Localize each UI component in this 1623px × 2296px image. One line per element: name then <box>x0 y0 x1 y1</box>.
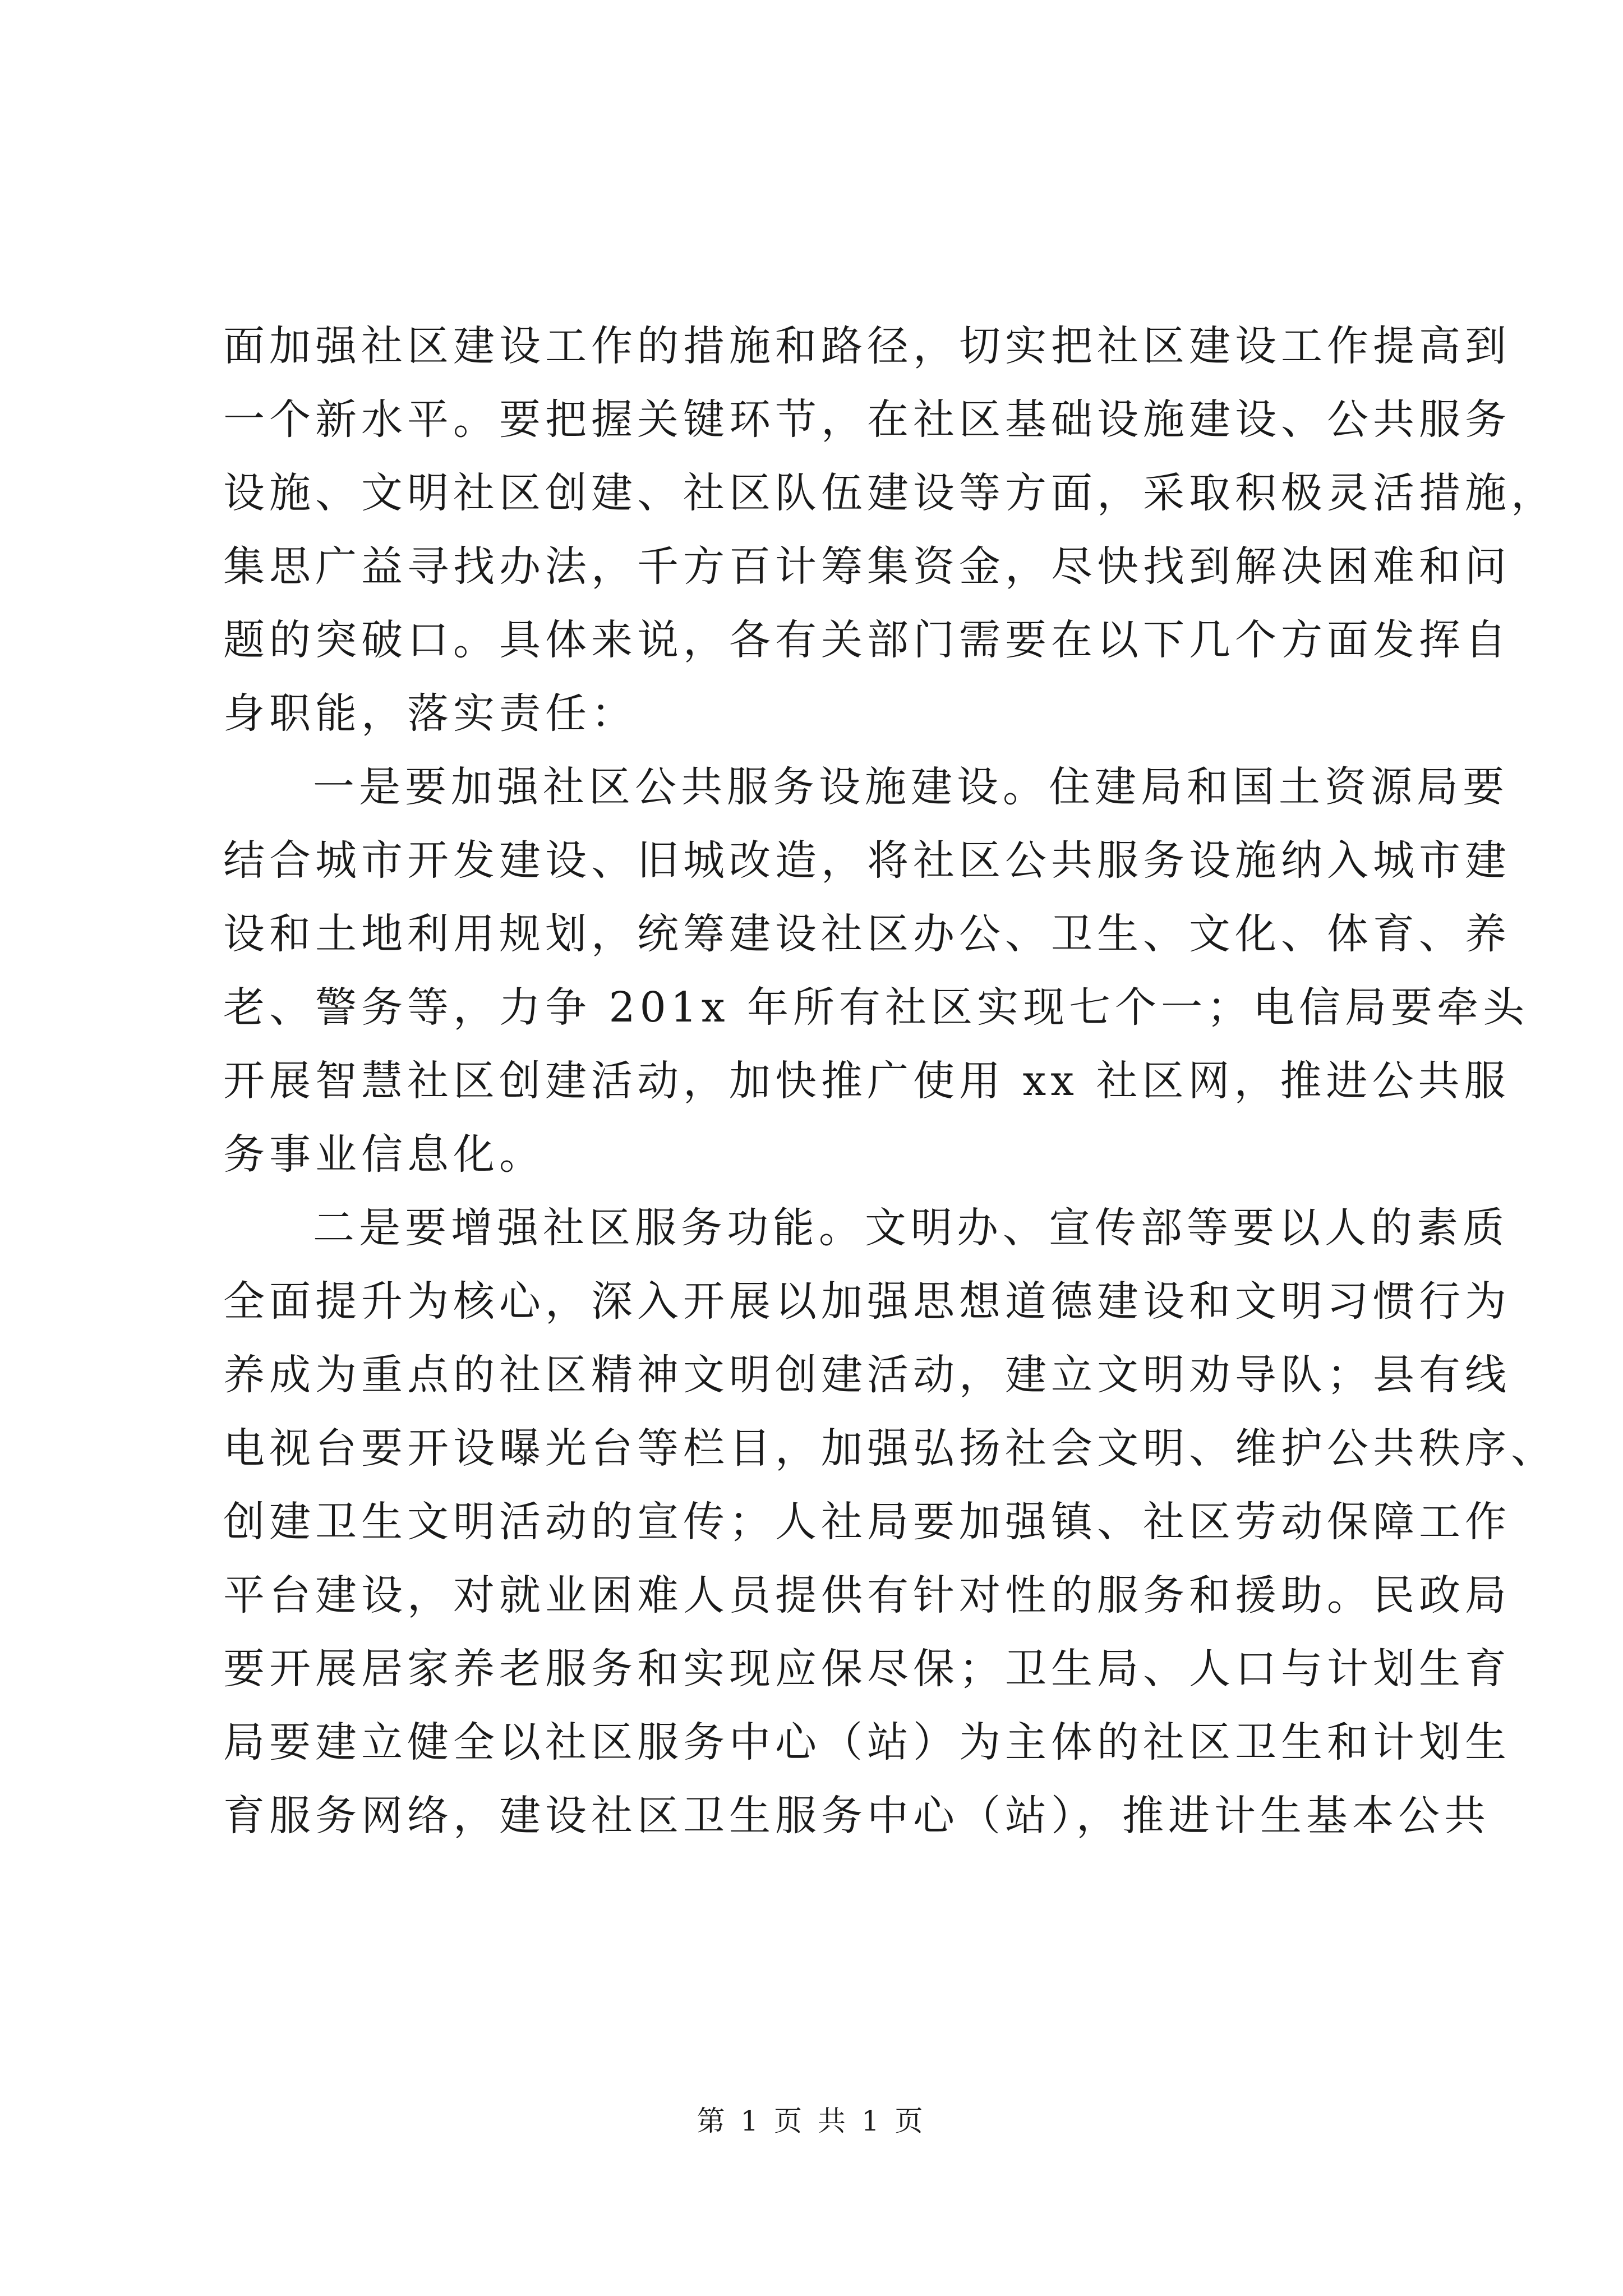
text-line: 开展智慧社区创建活动，加快推广使用 xx 社区网，推进公共服 <box>223 1057 1510 1105</box>
text-line: 一个新水平。要把握关键环节，在社区基础设施建设、公共服务 <box>223 395 1511 444</box>
text-line: 设和土地利用规划，统筹建设社区办公、卫生、文化、体育、养 <box>223 910 1511 958</box>
text-line: 身职能，落实责任： <box>223 689 637 738</box>
text-line: 平台建设，对就业困难人员提供有针对性的服务和援助。民政局 <box>223 1571 1511 1619</box>
text-line: 老、警务等，力争 201x 年所有社区实现七个一；电信局要牵头 <box>223 983 1529 1032</box>
text-line: 设施、文明社区创建、社区队伍建设等方面，采取积极灵活措施， <box>223 469 1557 517</box>
text-line: 一是要加强社区公共服务设施建设。住建局和国土资源局要 <box>313 763 1509 811</box>
text-line: 要开展居家养老服务和实现应保尽保；卫生局、人口与计划生育 <box>223 1645 1511 1693</box>
text-line: 养成为重点的社区精神文明创建活动，建立文明劝导队；县有线 <box>223 1351 1511 1399</box>
page-footer: 第 1 页 共 1 页 <box>697 2105 926 2137</box>
text-line: 二是要增强社区服务功能。文明办、宣传部等要以人的素质 <box>313 1204 1509 1252</box>
text-line: 电视台要开设曝光台等栏目，加强弘扬社会文明、维护公共秩序、 <box>223 1424 1557 1473</box>
text-line: 结合城市开发建设、旧城改造，将社区公共服务设施纳入城市建 <box>223 836 1511 885</box>
text-line: 面加强社区建设工作的措施和路径，切实把社区建设工作提高到 <box>223 322 1511 370</box>
text-line: 题的突破口。具体来说，各有关部门需要在以下几个方面发挥自 <box>223 616 1511 664</box>
text-line: 局要建立健全以社区服务中心（站）为主体的社区卫生和计划生 <box>223 1718 1511 1766</box>
text-line: 创建卫生文明活动的宣传；人社局要加强镇、社区劳动保障工作 <box>223 1498 1511 1546</box>
text-line: 务事业信息化。 <box>223 1130 545 1179</box>
text-line: 育服务网络，建设社区卫生服务中心（站），推进计生基本公共 <box>223 1792 1490 1840</box>
document-body <box>223 310 1557 1853</box>
text-line: 集思广益寻找办法，千方百计筹集资金，尽快找到解决困难和问 <box>223 542 1511 591</box>
text-line: 全面提升为核心，深入开展以加强思想道德建设和文明习惯行为 <box>223 1277 1511 1326</box>
